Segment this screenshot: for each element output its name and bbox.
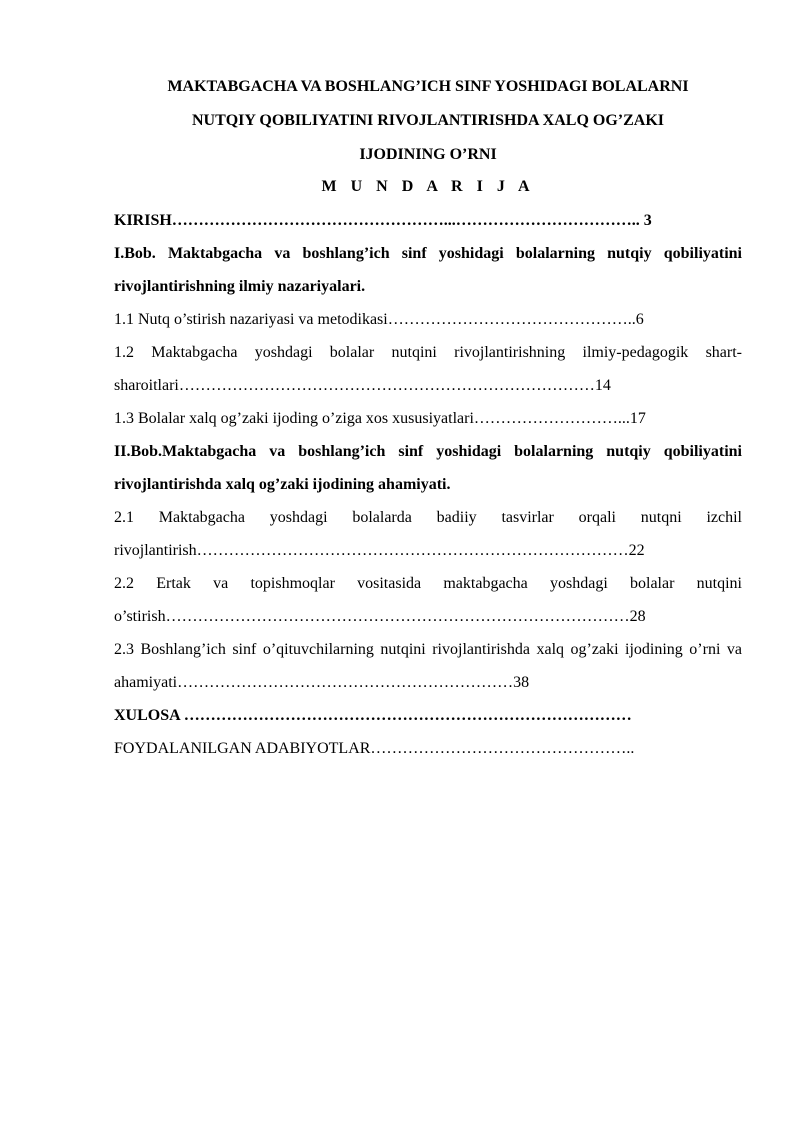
title-line-3: IJODINING O’RNI xyxy=(359,146,497,163)
contents-heading: M U N D A R I J A xyxy=(321,178,535,195)
table-of-contents xyxy=(114,204,742,765)
toc-entry-1-2: 1.2 Maktabgacha yoshdagi bolalar nutqini rivojlantirishning ilmiy-pedagogik shart-sharoitlari……………………………………………………………………14 xyxy=(114,344,742,394)
toc-entry-chapter-2: II.Bob.Maktabgacha va boshlang’ich sinf yoshidagi bolalarning nutqiy qobiliyatini rivojlantirishda xalq og’zaki ijodining ahamiyati. xyxy=(114,443,742,493)
toc-entry-1-3: 1.3 Bolalar xalq og’zaki ijoding o’ziga xos xususiyatlari………………………...17 xyxy=(114,410,646,427)
toc-entry-2-1: 2.1 Maktabgacha yoshdagi bolalarda badiiy tasvirlar orqali nutqni izchil rivojlantirish………………………………………………………………………22 xyxy=(114,509,742,559)
toc-entry-2-2: 2.2 Ertak va topishmoqlar vositasida maktabgacha yoshdagi bolalar nutqini o’stirish……………………………………………………………………………28 xyxy=(114,575,742,625)
toc-entry-introduction: KIRISH……………………………………………...…………………………….. 3 xyxy=(114,212,652,229)
toc-entry-chapter-1: I.Bob. Maktabgacha va boshlang’ich sinf yoshidagi bolalarning nutqiy qobiliyatini rivojlantirishning ilmiy nazariyalari. xyxy=(114,245,742,295)
toc-entry-2-3: 2.3 Boshlang’ich sinf o’qituvchilarning nutqini rivojlantirishda xalq og’zaki ijodining o’rni va ahamiyati………………………………………………………38 xyxy=(114,641,742,691)
document-title xyxy=(114,70,742,172)
toc-entry-conclusion: XULOSA ………………………………………………………………………… xyxy=(114,707,632,724)
document-page xyxy=(114,70,742,765)
toc-entry-references: FOYDALANILGAN ADABIYOTLAR………………………………………….. xyxy=(114,740,635,757)
title-line-2: NUTQIY QOBILIYATINI RIVOJLANTIRISHDA XALQ OG’ZAKI xyxy=(191,112,665,129)
title-line-1: MAKTABGACHA VA BOSHLANG’ICH SINF YOSHIDAGI BOLALARNI xyxy=(167,78,689,95)
toc-entry-1-1: 1.1 Nutq o’stirish nazariyasi va metodikasi………………………………………..6 xyxy=(114,311,644,328)
